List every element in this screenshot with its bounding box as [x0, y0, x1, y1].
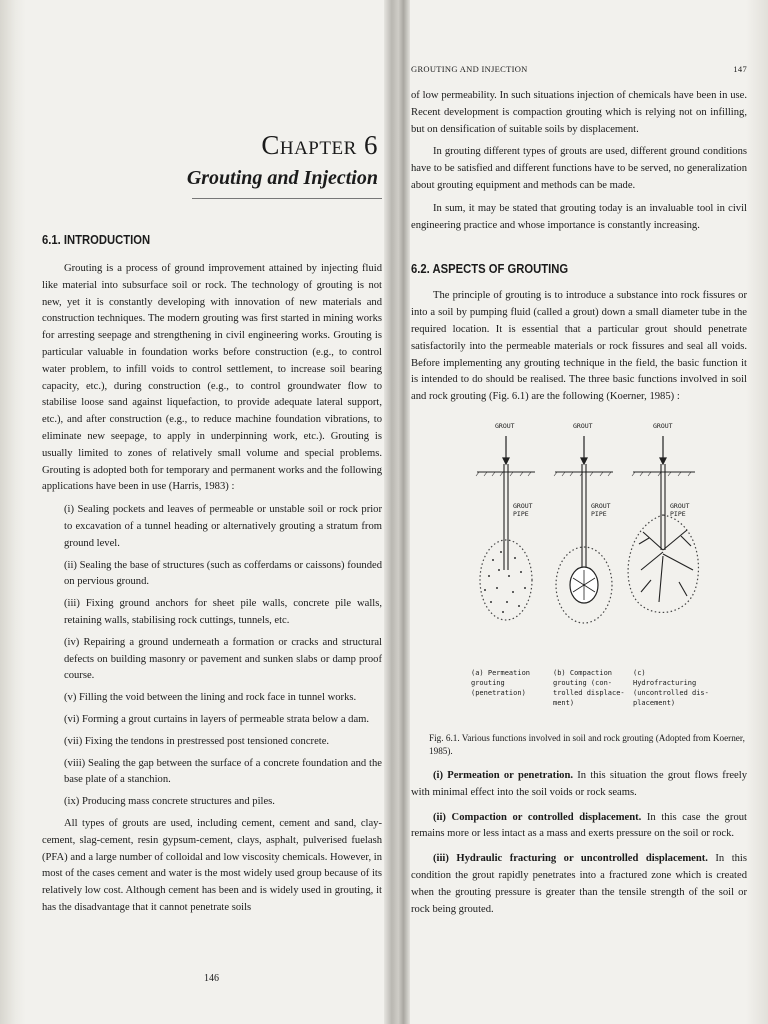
function-text: In this condition the grout rapidly penetrates into a fractured zone which is created when the grouting pressure is greater than the tensile strength of the soil or rock being grouted.: [411, 853, 747, 915]
section-heading-introduction: 6.1. INTRODUCTION: [42, 233, 151, 247]
right-page: [411, 64, 747, 918]
sub-caption-b: (b) Compaction grouting (con- trolled displace- ment): [553, 668, 625, 707]
pipe-label-a: GROUT PIPE: [513, 501, 533, 518]
function-term: (ii) Compaction or controlled displacement.: [433, 811, 642, 823]
grout-label-a: GROUT: [495, 421, 515, 430]
chapter-number: Chapter 6: [261, 130, 378, 160]
hydrofracturing-zone: [628, 515, 698, 612]
right-page-edge: [746, 0, 768, 1024]
chapter-title: Grouting and Injection: [186, 167, 378, 189]
sub-caption-c: (c) Hydrofracturing (uncontrolled dis- placement): [633, 668, 709, 707]
list-item: [411, 810, 747, 844]
running-head: [411, 64, 747, 74]
pipe-label-c: GROUT PIPE: [670, 501, 690, 518]
closing-paragraph: All types of grouts are used, including cement, cement and sand, clay-cement, slag-cement, resin gypsum-cement, clays, asphalt, pulverised fuelash (PFA) and a large number of colloidal and low viscosity chemicals. However, in most of the cases cement and water is the most widely used group because of its relatively low cost. Although cement has been and is widely used in grouting, it has the disadvantage that it cannot penetrate soils: [42, 817, 382, 913]
sub-caption-a: (a) Permeation grouting (penetration): [471, 668, 531, 697]
list-item: (i) Sealing pockets and leaves of permeable or unstable soil or rock prior to excavation of a tunnel heading or alternatively grouting a stratum from ground level.: [64, 504, 382, 549]
list-item: [411, 768, 747, 802]
function-term: (i) Permeation or penetration.: [433, 769, 573, 781]
function-term: (iii) Hydraulic fracturing or uncontrolled displacement.: [433, 853, 708, 865]
list-item: [411, 851, 747, 918]
title-rule: [192, 198, 382, 199]
intro-paragraph: Grouting is a process of ground improvement attained by injecting fluid like material into subsurface soil or rock. The technology of grouting is not new, yet it is constantly developing with innovation of new materials and construction techniques. The modern grouting was first started in mining works for arresting seepage and strengthening in civil engineering works. Grouting is particular valuable in foundation works before construction (e.g., to control water problem, to infill voids to control settlement, to increase soil bearing capacity, etc.), during construction (e.g., to control groundwater flow to stabilise loose sand against liquefaction, to provide adequate lateral support, etc.), and after construction (e.g., to reduce machine foundation vibrations, to eliminate new seepage, to apply in underpinning work, etc.). Grouting is usually limited to zones of relatively small volume and special problems. Grouting is adopted both for temporary and permanent works and the following applications have been in use (Harris, 1983) :: [42, 263, 382, 493]
book-gutter: [384, 0, 410, 1024]
functions-list: [411, 768, 747, 918]
paragraph-summary: In sum, it may be stated that grouting today is an invaluable tool in civil engineering practice and whose importance is constantly increasing.: [411, 202, 747, 231]
permeation-zone: [480, 540, 532, 620]
list-item: (viii) Sealing the gap between the surface of a concrete foundation and the base plate of a stanchion.: [64, 757, 382, 786]
compaction-zone: [556, 547, 612, 623]
list-item: (v) Filling the void between the lining and rock face in tunnel works.: [64, 692, 357, 704]
running-head-title: GROUTING AND INJECTION: [411, 64, 528, 74]
figure-caption: Fig. 6.1. Various functions involved in soil and rock grouting (Adopted from Koerner, 1985).: [429, 732, 745, 756]
left-page-number: 146: [204, 973, 219, 984]
list-item: (vii) Fixing the tendons in prestressed post tensioned concrete.: [64, 735, 330, 747]
paragraph-principle: The principle of grouting is to introduce a substance into rock fissures or into a soil by pumping fluid (called a grout) down a small diameter tube in the required location. It is essential that a particular grout should penetrate satisfactorily into the permeable materials or rock fissures and seal all voids. Before implementing any grouting technique in the field, the basic function it is intended to do should be realised. The three basic functions involved in soil and rock grouting (Fig. 6.1) are the following (Koerner, 1985) :: [411, 290, 747, 403]
figure-grouting-functions: [473, 420, 711, 740]
function-text: In this situation the grout flows freely with minimal effect into the soil voids or rock seams.: [411, 769, 747, 798]
grout-label-b: GROUT: [573, 421, 593, 430]
grout-label-c: GROUT: [653, 421, 673, 430]
pipe-label-b: GROUT PIPE: [591, 501, 611, 518]
paragraph-grout-types: In grouting different types of grouts are used, different ground conditions have to be satisfied and different functions have to be served, no generalization about grouting equipment and methods can be made.: [411, 146, 747, 191]
left-page-edge: [0, 0, 26, 1024]
left-page: [42, 130, 382, 917]
right-page-number: 147: [733, 64, 747, 74]
list-item: (ix) Producing mass concrete structures and piles.: [64, 796, 275, 808]
applications-list: [42, 502, 382, 811]
list-item: (vi) Forming a grout curtains in layers of permeable strata below a dam.: [64, 713, 370, 725]
continued-paragraph: of low permeability. In such situations injection of chemicals have been in use. Recent development is compaction grouting which is relying not on infilling, but on densification of suitable soils by displacement.: [411, 90, 747, 135]
section-heading-aspects: 6.2. ASPECTS OF GROUTING: [411, 262, 569, 277]
list-item: (ii) Sealing the base of structures (such as cofferdams or caissons) founded on pervious ground.: [64, 559, 382, 588]
list-item: (iv) Repairing a ground underneath a formation or cracks and structural defects on building masonry or pavement and sunken slabs or damp proof course.: [64, 636, 382, 682]
list-item: (iii) Fixing ground anchors for sheet pile walls, concrete pile walls, retaining walls, stabilising rock cuttings, tunnels, etc.: [64, 598, 382, 626]
grouting-diagram: [473, 420, 711, 660]
function-text: In this case the grout remains more or less intact as a mass and exerts pressure on the soil or rock.: [411, 811, 747, 840]
